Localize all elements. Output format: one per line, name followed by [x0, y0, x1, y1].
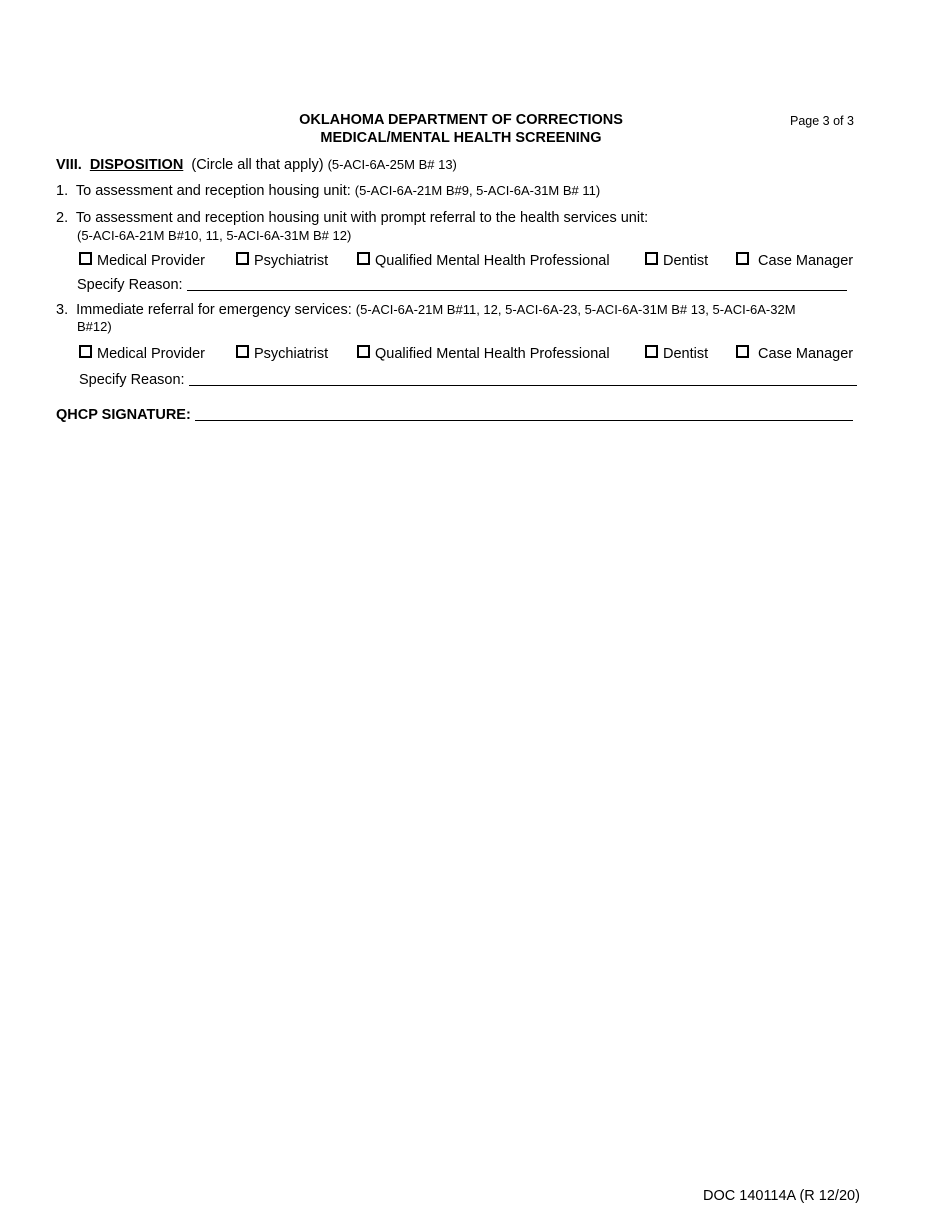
section-heading [56, 157, 457, 173]
section-reference: (5-ACI-6A-25M B# 13) [327, 157, 457, 172]
checkbox-icon[interactable] [736, 345, 749, 358]
item-2-option-medical-provider[interactable]: Medical Provider [79, 252, 205, 269]
item-3-option-qmhp[interactable]: Qualified Mental Health Professional [357, 345, 610, 362]
item-1-text: To assessment and reception housing unit: [75, 183, 351, 199]
signature-field[interactable] [195, 406, 853, 421]
checkbox-icon[interactable] [236, 252, 249, 265]
item-3-text: Immediate referral for emergency services: [76, 302, 352, 318]
item-3-option-psychiatrist[interactable]: Psychiatrist [236, 345, 328, 362]
item-2-reason-field[interactable] [187, 276, 847, 291]
item-1-number: 1. [56, 183, 69, 199]
item-2 [56, 210, 648, 226]
signature-row [56, 406, 853, 423]
checkbox-icon[interactable] [236, 345, 249, 358]
checkbox-icon[interactable] [736, 252, 749, 265]
item-3-reason-field[interactable] [189, 371, 857, 386]
item-3 [56, 302, 796, 318]
item-3-reason [79, 371, 857, 388]
checkbox-icon[interactable] [79, 345, 92, 358]
item-2-text: To assessment and reception housing unit with prompt referral to the health services unit: [75, 210, 649, 226]
section-instruction: (Circle all that apply) [191, 157, 324, 173]
page-number: Page 3 of 3 [790, 114, 854, 128]
section-title: DISPOSITION [89, 157, 184, 173]
item-2-option-case-manager[interactable]: Case Manager [736, 252, 853, 269]
checkbox-icon[interactable] [645, 252, 658, 265]
item-2-option-dentist[interactable]: Dentist [645, 252, 708, 269]
item-2-reason [77, 276, 847, 293]
item-2-reference: (5-ACI-6A-21M B#10, 11, 5-ACI-6A-31M B# 12) [77, 228, 352, 243]
item-3-reason-label: Specify Reason: [79, 372, 185, 388]
item-1-reference: (5-ACI-6A-21M B#9, 5-ACI-6A-31M B# 11) [354, 183, 601, 198]
item-2-number: 2. [56, 210, 69, 226]
checkbox-icon[interactable] [357, 345, 370, 358]
form-title: MEDICAL/MENTAL HEALTH SCREENING [320, 130, 602, 146]
form-number: DOC 140114A (R 12/20) [703, 1188, 860, 1204]
department-title: OKLAHOMA DEPARTMENT OF CORRECTIONS [299, 112, 623, 128]
item-3-reference: (5-ACI-6A-21M B#11, 12, 5-ACI-6A-23, 5-ACI-6A-31M B# 13, 5-ACI-6A-32M [355, 302, 796, 317]
item-2-reason-label: Specify Reason: [77, 277, 183, 293]
item-3-option-dentist[interactable]: Dentist [645, 345, 708, 362]
signature-label: QHCP SIGNATURE: [56, 407, 191, 423]
item-2-option-qmhp[interactable]: Qualified Mental Health Professional [357, 252, 610, 269]
checkbox-icon[interactable] [79, 252, 92, 265]
section-number: VIII. [56, 157, 82, 173]
item-3-reference-cont: B#12) [77, 319, 112, 334]
item-1 [56, 183, 600, 199]
item-3-option-medical-provider[interactable]: Medical Provider [79, 345, 205, 362]
item-2-option-psychiatrist[interactable]: Psychiatrist [236, 252, 328, 269]
item-3-number: 3. [56, 302, 69, 318]
checkbox-icon[interactable] [645, 345, 658, 358]
item-3-option-case-manager[interactable]: Case Manager [736, 345, 853, 362]
checkbox-icon[interactable] [357, 252, 370, 265]
